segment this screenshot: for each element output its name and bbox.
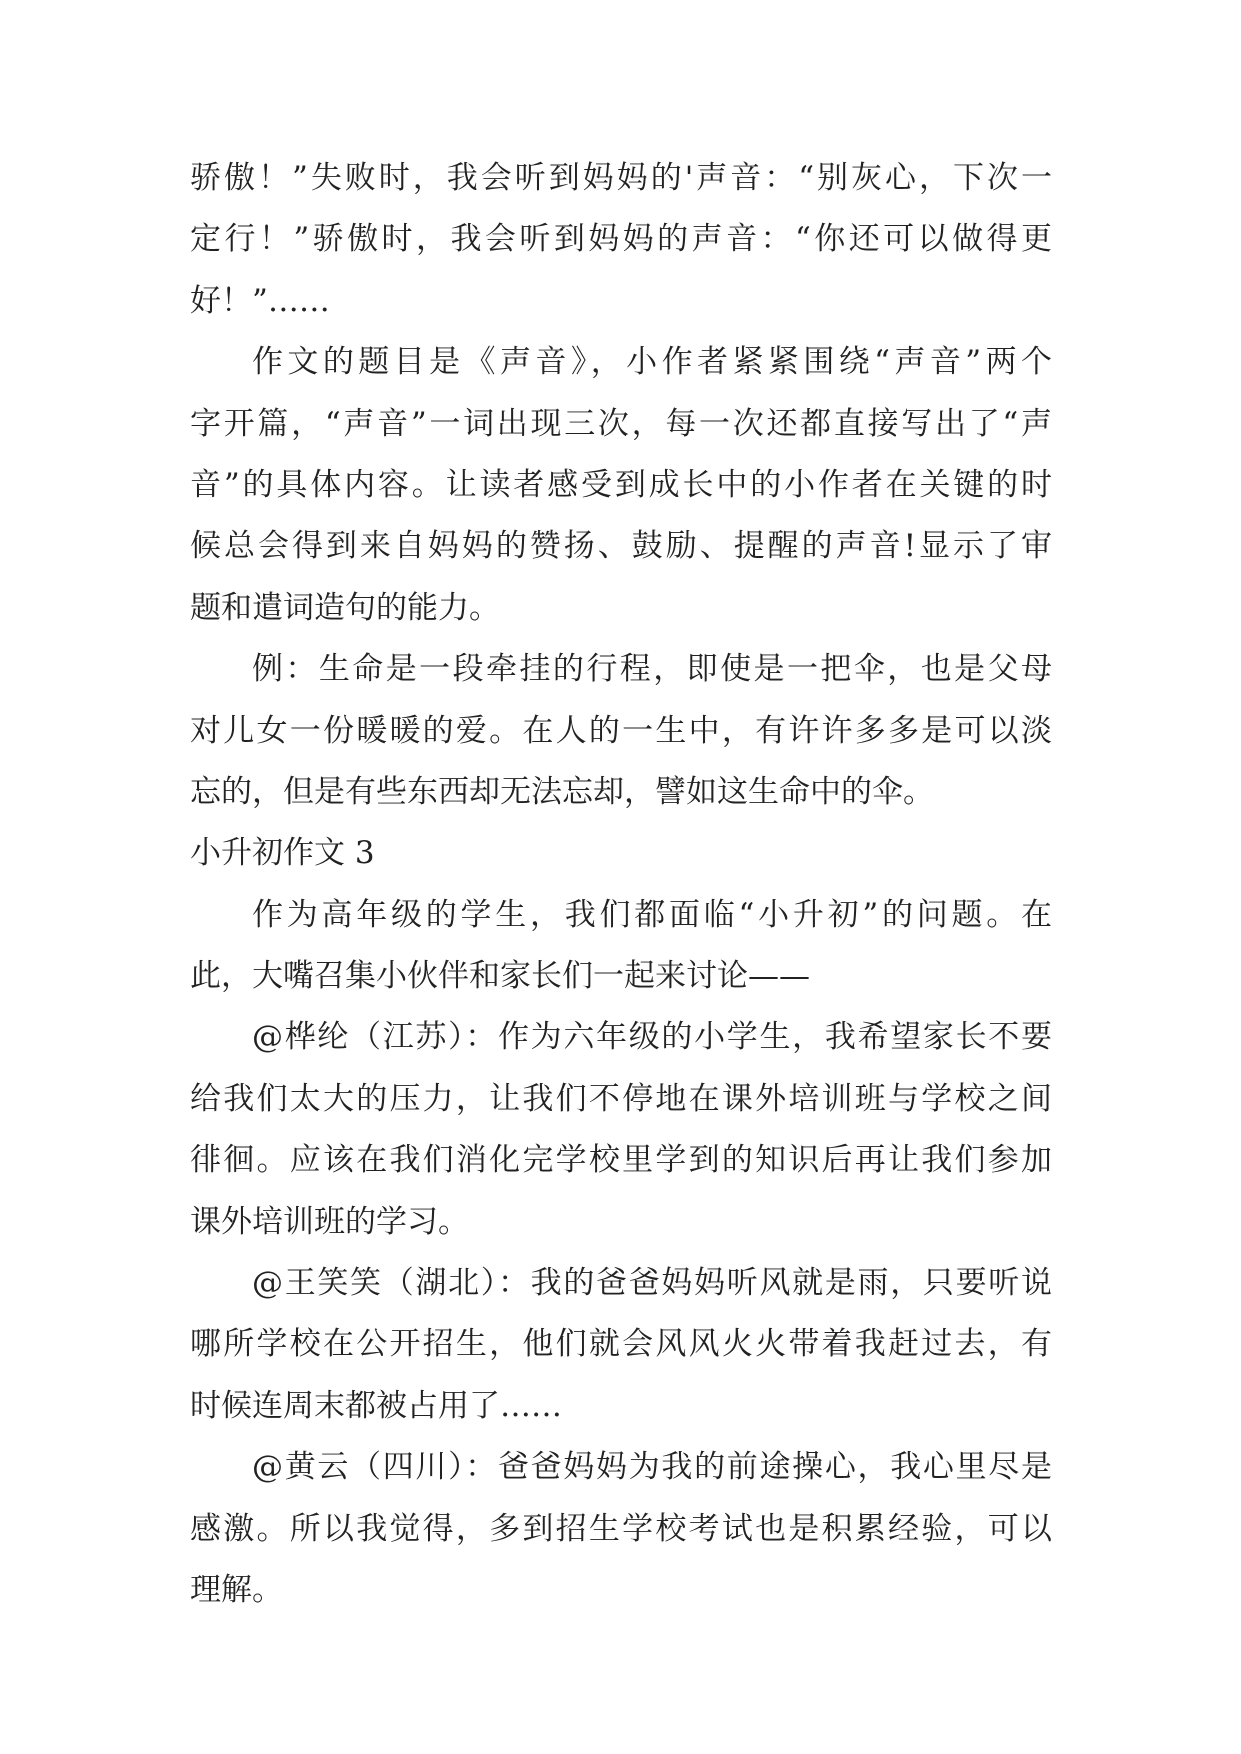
- text-line: 时候连周末都被占用了……: [190, 1387, 562, 1424]
- text-line: @黄云（四川）：爸爸妈妈为我的前途操心，我心里尽是: [252, 1449, 1052, 1486]
- text-line: 感激。所以我觉得，多到招生学校考试也是积累经验，可以: [190, 1510, 1052, 1547]
- text-line: @王笑笑（湖北）：我的爸爸妈妈听风就是雨，只要听说: [252, 1265, 1052, 1302]
- text-line: 对儿女一份暖暖的爱。在人的一生中，有许许多多是可以淡: [190, 712, 1052, 749]
- text-line: 字开篇，“声音”一词出现三次，每一次还都直接写出了“声: [190, 405, 1052, 442]
- text-line: 此，大嘴召集小伙伴和家长们一起来讨论——: [190, 958, 810, 995]
- text-line: 音”的具体内容。让读者感受到成长中的小作者在关键的时: [190, 466, 1052, 503]
- text-line: 候总会得到来自妈妈的赞扬、鼓励、提醒的声音!显示了审: [190, 528, 1052, 565]
- section-heading: 小升初作文 3: [190, 835, 375, 872]
- text-line: 忘的，但是有些东西却无法忘却，譬如这生命中的伞。: [190, 773, 934, 810]
- text-line: 好！”……: [190, 282, 330, 319]
- text-line: 给我们太大的压力，让我们不停地在课外培训班与学校之间: [190, 1080, 1052, 1117]
- text-line: 定行！”骄傲时，我会听到妈妈的声音：“你还可以做得更: [190, 221, 1052, 258]
- text-line: 题和遣词造句的能力。: [190, 589, 500, 626]
- text-line: @桦纶（江苏）：作为六年级的小学生，我希望家长不要: [252, 1019, 1052, 1056]
- document-body: [190, 148, 1052, 1621]
- text-line: 例：生命是一段牵挂的行程，即使是一把伞，也是父母: [252, 651, 1052, 688]
- text-line: 课外培训班的学习。: [190, 1203, 469, 1240]
- text-line: 作为高年级的学生，我们都面临“小升初”的问题。在: [252, 896, 1052, 933]
- text-line: 哪所学校在公开招生，他们就会风风火火带着我赶过去，有: [190, 1326, 1052, 1363]
- text-line: 徘徊。应该在我们消化完学校里学到的知识后再让我们参加: [190, 1142, 1052, 1179]
- text-line: 作文的题目是《声音》，小作者紧紧围绕“声音”两个: [252, 344, 1052, 381]
- text-line: 理解。: [190, 1571, 283, 1608]
- text-line: 骄傲！”失败时，我会听到妈妈的'声音：“别灰心，下次一: [190, 160, 1052, 196]
